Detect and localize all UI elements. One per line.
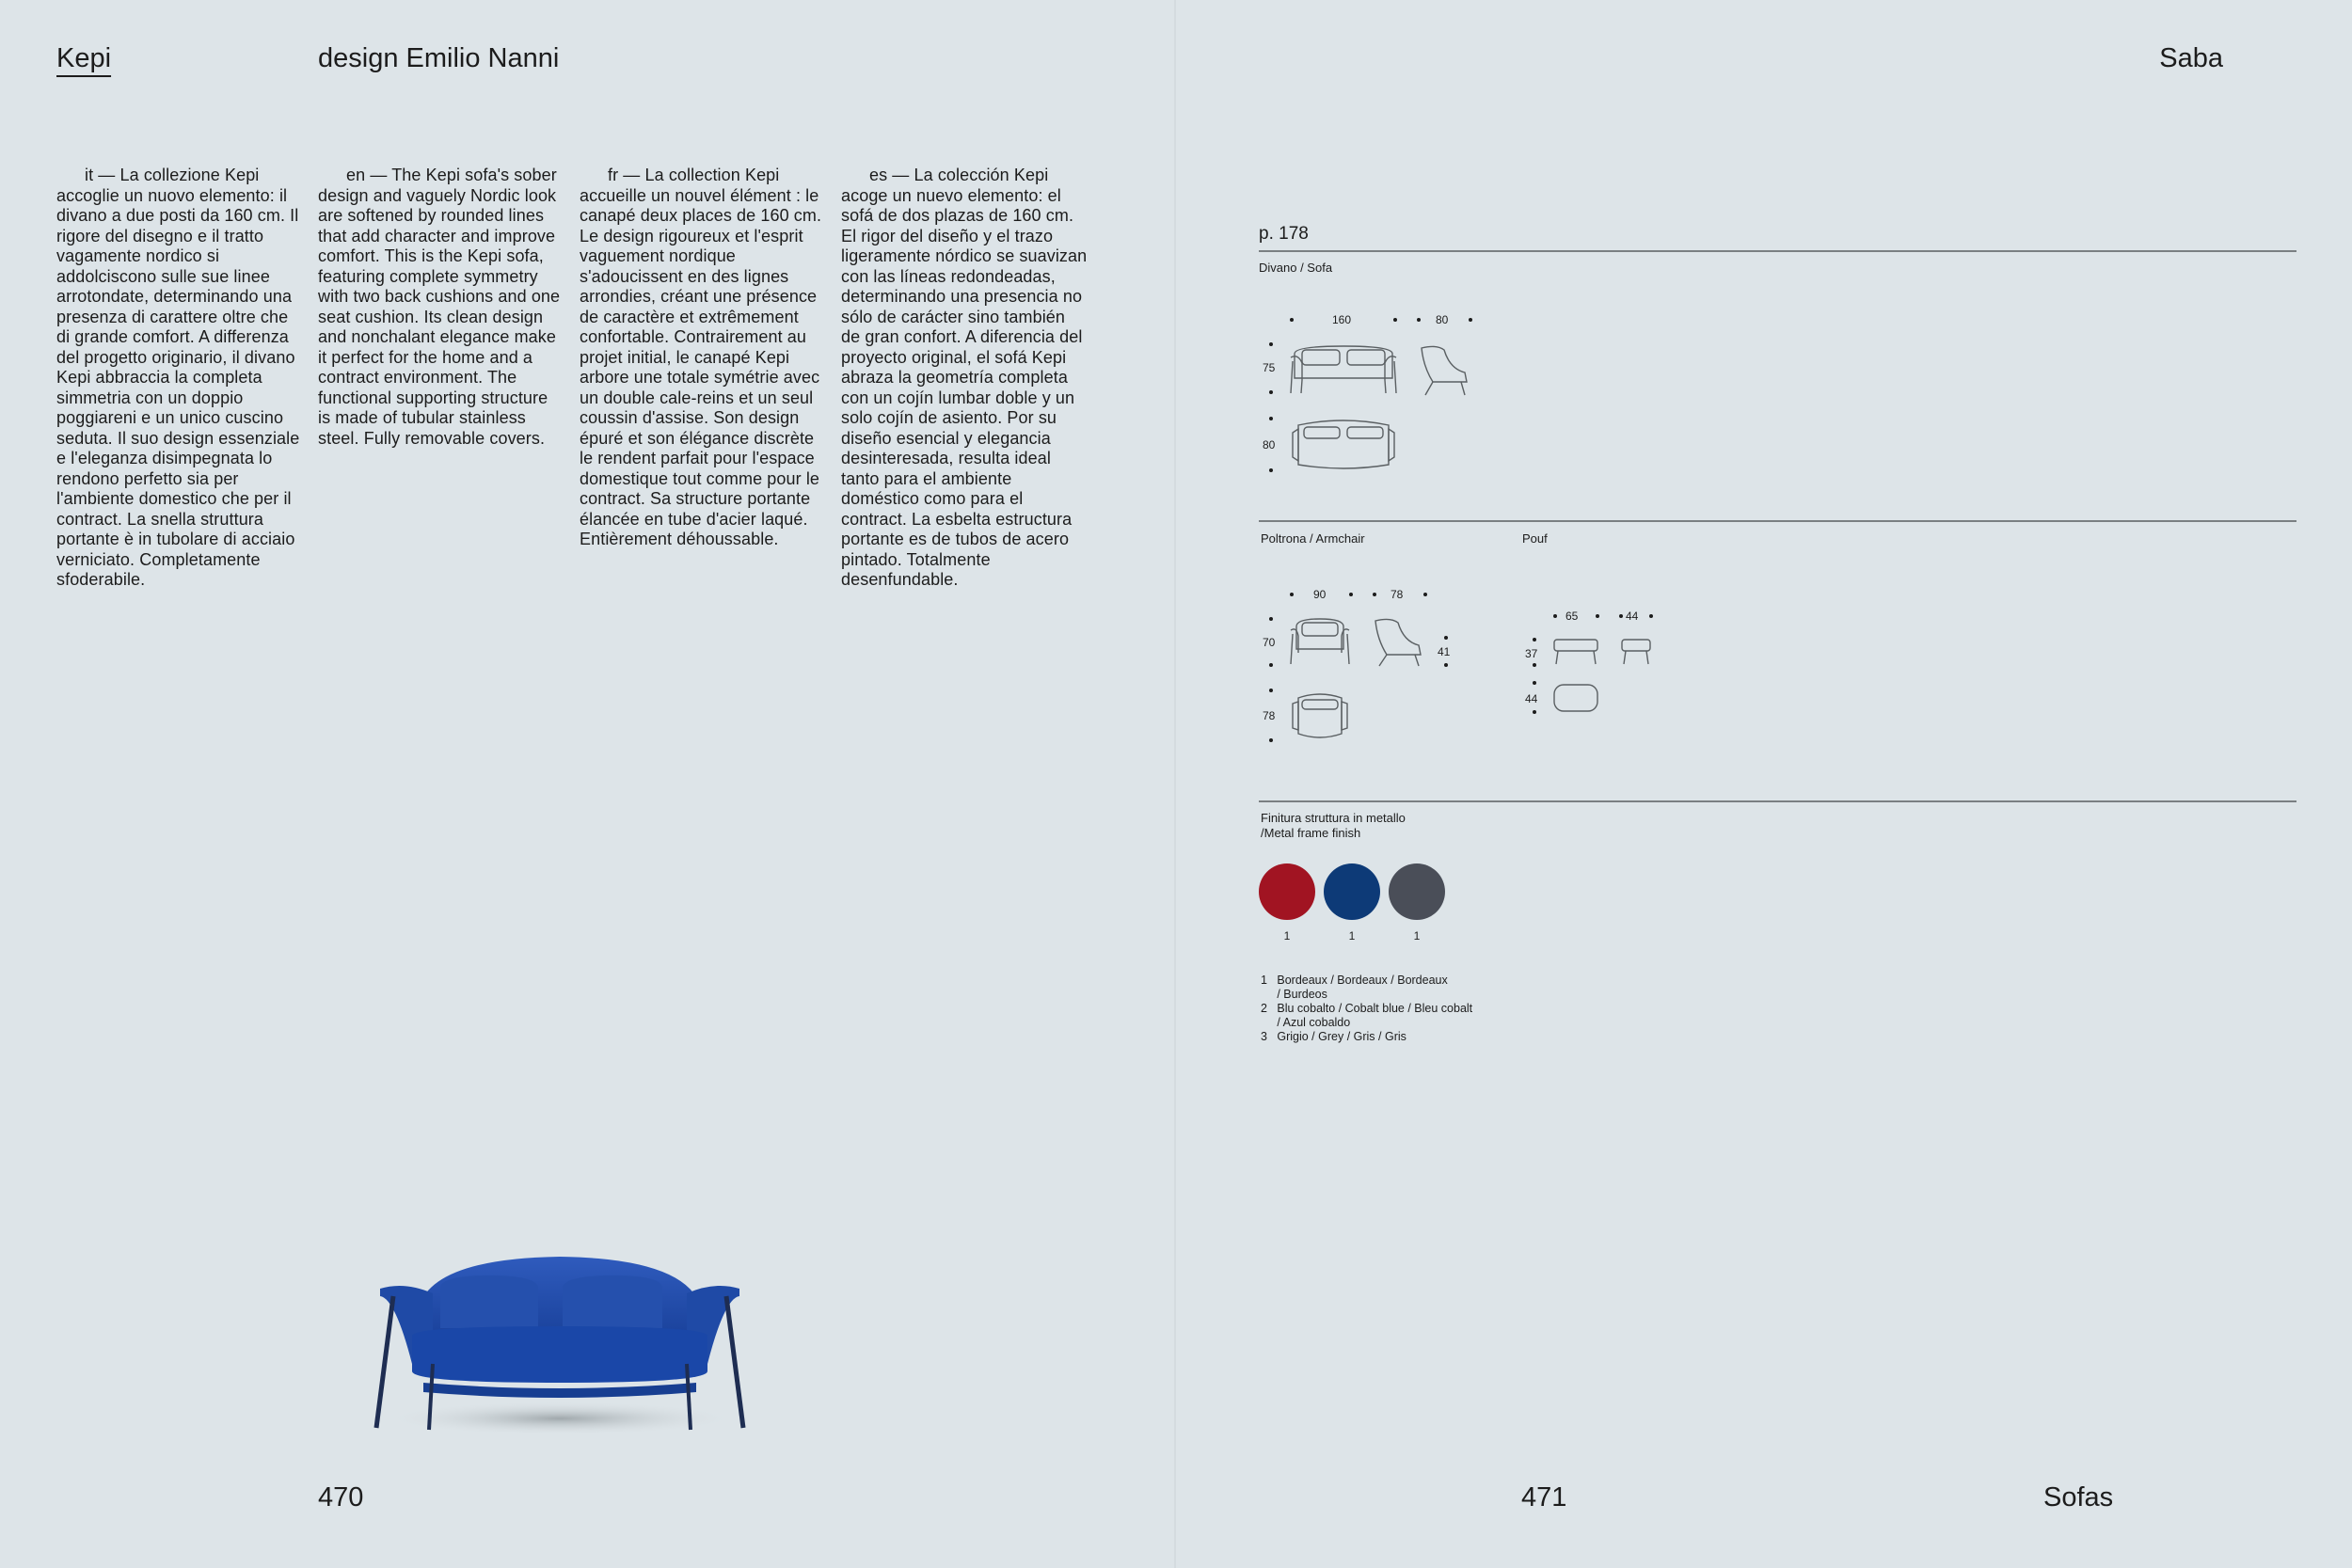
brand-name: Saba: [2159, 43, 2223, 73]
divider: [1259, 250, 2296, 252]
swatch-number: 1: [1413, 929, 1421, 942]
armchair-width: 90: [1313, 588, 1327, 601]
designer-credit: design Emilio Nanni: [318, 43, 560, 73]
page-gutter: [1174, 0, 1176, 1568]
dimension-marker: [1269, 390, 1273, 394]
dimension-marker: [1444, 636, 1448, 640]
dimension-marker: [1269, 663, 1273, 667]
sofa-label: Divano / Sofa: [1259, 261, 1333, 275]
armchair-depth: 78: [1263, 709, 1276, 722]
product-name: Kepi: [56, 43, 112, 73]
dimension-marker: [1269, 342, 1273, 346]
dimension-marker: [1269, 468, 1273, 472]
dimension-marker: [1533, 681, 1536, 685]
dimension-marker: [1469, 318, 1472, 322]
armchair-seat-height: 41: [1438, 645, 1451, 658]
sofa-side-depth: 80: [1436, 313, 1449, 326]
pouf-width: 65: [1565, 610, 1579, 623]
sofa-width: 160: [1332, 313, 1352, 326]
armchair-top-drawing: [1289, 690, 1351, 743]
pouf-height: 37: [1525, 647, 1538, 660]
swatch-number: 1: [1348, 929, 1356, 942]
dimension-marker: [1533, 710, 1536, 714]
pouf-depth: 44: [1525, 692, 1538, 705]
armchair-side-depth: 78: [1391, 588, 1404, 601]
dimension-marker: [1290, 593, 1294, 596]
blue-sofa-photo: [367, 1242, 753, 1439]
description-en: en — The Kepi sofa's sober design and vaguely Nordic look are softened by rounded lines that add character and improve comfort. This is the Kepi sofa, featuring complete symmetry with two back cushions and one seat cushion. Its clean design and nonchalant elegance make it perfect for the home and a contract environment. The functional supporting structure is made of tubular stainless steel. Fully removable covers.: [318, 166, 561, 448]
pouf-front-drawing: [1552, 636, 1599, 668]
finish-title: Finitura struttura in metallo /Metal frame finish: [1261, 811, 1406, 840]
finish-list: 1 Bordeaux / Bordeaux / Bordeaux / Burdeos 2 Blu cobalto / Cobalt blue / Bleu cobalt / Azul cobaldo 3 Grigio / Grey / Gris / Gris: [1261, 974, 1473, 1043]
dimension-marker: [1349, 593, 1353, 596]
sofa-depth: 80: [1263, 438, 1276, 451]
dimension-marker: [1444, 663, 1448, 667]
dimension-marker: [1290, 318, 1294, 322]
dimension-marker: [1619, 614, 1623, 618]
dimension-marker: [1269, 689, 1273, 692]
armchair-side-drawing: [1372, 615, 1428, 668]
divider: [1259, 520, 2296, 522]
divider: [1259, 800, 2296, 802]
dimension-marker: [1533, 638, 1536, 641]
dimension-marker: [1269, 738, 1273, 742]
description-fr: fr — La collection Kepi accueille un nouvel élément : le canapé deux places de 160 cm. Le design rigoureux et l'esprit vaguement nordique s'adoucissent en des lignes arrondies, créant une présence de caractère et extrêmement confortable. Contrairement au projet initial, le canapé Kepi arbore une totale symétrie avec un double cale-reins et un seul coussin d'assise. Son design épuré et son élégance discrète le rendent parfait pour l'espace domestique tout comme pour le contract. Sa structure portante élancée en tube d'acier laqué. Entièrement déhoussable.: [580, 166, 822, 548]
armchair-label: Poltrona / Armchair: [1261, 531, 1365, 546]
dimension-marker: [1417, 318, 1421, 322]
description-it: it — La collezione Kepi accoglie un nuovo elemento: il divano a due posti da 160 cm. Il rigore del disegno e il tratto vagamente nordico si addolciscono sulle sue linee arrotondate, determinando una presenza di carattere oltre che di grande comfort. A differenza del progetto originario, il divano Kepi abbraccia la completa simmetria con un doppio poggiareni e un unico cuscino seduta. Il suo design essenziale e l'eleganza disimpegnata lo rendono perfetto sia per l'ambiente domestico che per il contract. La snella struttura portante è in tubolare di acciaio verniciato. Completamente sfoderabile.: [56, 166, 300, 589]
swatch-grey: [1389, 863, 1445, 920]
description-es: es — La colección Kepi acoge un nuevo elemento: el sofá de dos plazas de 160 cm. El rigor del diseño y el trazo ligeramente nórdico se suavizan con las líneas redondeadas, determinando una presencia no sólo de carácter sino también de gran confort. A diferencia del proyecto original, el sofá Kepi abraza la geometría completa con un cojín lumbar doble y un solo cojín de asiento. Por su diseño esencial y elegancia desinteresada, resulta ideal tanto para el ambiente doméstico como para el contract. La esbelta estructura portante es de tubos de acero pintado. Totalmente desenfundable.: [841, 166, 1088, 589]
sofa-side-drawing: [1416, 341, 1474, 397]
armchair-height: 70: [1263, 636, 1276, 649]
page-number-right: 471: [1521, 1482, 1567, 1513]
sofa-top-drawing: [1289, 416, 1398, 474]
swatch-cobalt-blue: [1324, 863, 1380, 920]
dimension-marker: [1553, 614, 1557, 618]
dimension-marker: [1373, 593, 1376, 596]
page-number-left: 470: [318, 1482, 364, 1513]
dimension-marker: [1393, 318, 1397, 322]
dimension-marker: [1596, 614, 1599, 618]
dimension-marker: [1269, 417, 1273, 420]
pouf-side-drawing: [1620, 636, 1652, 668]
section-title: Sofas: [2043, 1482, 2114, 1513]
pouf-top-drawing: [1552, 681, 1599, 715]
dimension-marker: [1423, 593, 1427, 596]
pouf-width-small: 44: [1626, 610, 1639, 623]
dimension-marker: [1269, 617, 1273, 621]
sofa-height: 75: [1263, 361, 1276, 374]
pouf-label: Pouf: [1522, 531, 1548, 546]
dimension-marker: [1533, 663, 1536, 667]
sofa-front-drawing: [1289, 341, 1398, 397]
swatch-number: 1: [1283, 929, 1291, 942]
dimension-marker: [1649, 614, 1653, 618]
swatch-bordeaux: [1259, 863, 1315, 920]
armchair-front-drawing: [1289, 615, 1351, 668]
page-reference: p. 178: [1259, 224, 1309, 244]
